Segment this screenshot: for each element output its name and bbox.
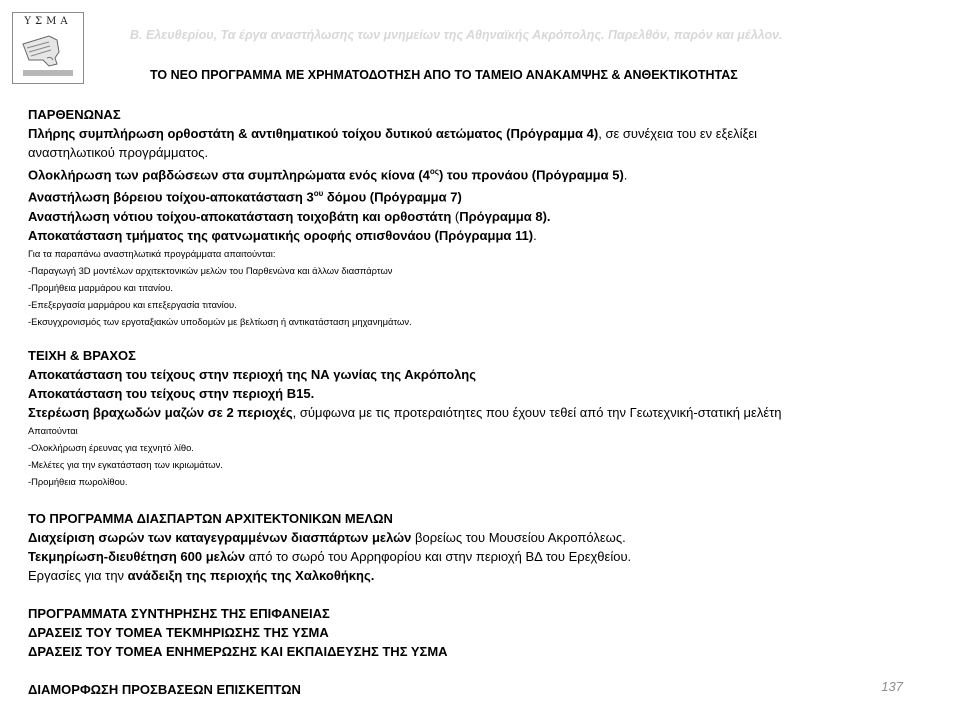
parthenon-line-2-b: ) του προνάου (Πρόγραμμα 5) bbox=[438, 167, 624, 183]
parthenon-line-2-a: Ολοκλήρωση των ραβδώσεων στα συμπληρώματα ενός κίονα (4 bbox=[28, 167, 430, 183]
logo-text: ΥΣΜΑ bbox=[24, 16, 72, 27]
parthenon-requirement: -Παραγωγή 3D μοντέλων αρχιτεκτονικών μελών του Παρθενώνα και άλλων διασπάρτων bbox=[28, 264, 393, 276]
other-heading-education: ΔΡΑΣΕΙΣ ΤΟΥ ΤΟΜΕΑ ΕΝΗΜΕΡΩΣΗΣ ΚΑΙ ΕΚΠΑΙΔΕΥΣΗΣ ΤΗΣ ΥΣΜΑ bbox=[28, 643, 448, 659]
sculpture-head-icon bbox=[19, 30, 79, 82]
ysma-logo bbox=[12, 12, 84, 84]
parthenon-requirement: -Προμήθεια μαρμάρου και τιτανίου. bbox=[28, 281, 173, 293]
content bbox=[28, 105, 938, 699]
parthenon-line-4-bold2: Πρόγραμμα 8). bbox=[459, 208, 551, 224]
scattered-line-2-rest: από το σωρό του Αρρηφορίου και στην περιοχή ΒΔ του Ερεχθείου. bbox=[245, 548, 632, 564]
parthenon-line-5-bold: Αποκατάσταση τμήματος της φατνωματικής οροφής οπισθονάου (Πρόγραμμα 11) bbox=[28, 227, 534, 243]
parthenon-requirements-intro: Για τα παραπάνω αναστηλωτικά προγράμματα απαιτούνται: bbox=[28, 247, 276, 259]
scattered-line-2 bbox=[28, 547, 938, 566]
parthenon-heading: ΠΑΡΘΕΝΩΝΑΣ bbox=[28, 107, 121, 122]
scattered-line-1-rest: βορείως του Μουσείου Ακροπόλεως. bbox=[411, 529, 626, 545]
parthenon-line-1-cont: αναστηλωτικού προγράμματος. bbox=[28, 145, 209, 160]
scattered-line-2-bold: Τεκμηρίωση-διευθέτηση 600 μελών bbox=[28, 548, 246, 564]
page-number: 137 bbox=[881, 679, 903, 694]
walls-line-2: Αποκατάσταση του τείχους στην περιοχή Β15. bbox=[28, 385, 315, 401]
walls-requirement: -Προμήθεια πωρολίθου. bbox=[28, 475, 128, 487]
walls-requirements-intro: Απαιτούνται bbox=[28, 424, 78, 436]
scattered-line-3 bbox=[28, 566, 938, 585]
main-title: ΤΟ ΝΕΟ ΠΡΟΓΡΑΜΜΑ ΜΕ ΧΡΗΜΑΤΟΔΟΤΗΣΗ ΑΠΟ ΤΟ ΤΑΜΕΙΟ ΑΝΑΚΑΜΨΗΣ & ΑΝΘΕΚΤΙΚΟΤΗΤΑΣ bbox=[150, 68, 738, 82]
parthenon-line-3-a: Αναστήλωση βόρειου τοίχου-αποκατάσταση 3 bbox=[28, 189, 314, 205]
visitors-heading: ΔΙΑΜΟΡΦΩΣΗ ΠΡΟΣΒΑΣΕΩΝ ΕΠΙΣΚΕΠΤΩΝ bbox=[28, 681, 301, 697]
walls-line-3 bbox=[28, 403, 938, 422]
parthenon-requirement: -Εκσυγχρονισμός των εργοταξιακών υποδομών με βελτίωση ή αντικατάσταση μηχανημάτων. bbox=[28, 315, 412, 327]
walls-line-1: Αποκατάσταση του τείχους στην περιοχή της ΝΑ γωνίας της Ακρόπολης bbox=[28, 366, 477, 382]
other-heading-documentation: ΔΡΑΣΕΙΣ ΤΟΥ ΤΟΜΕΑ ΤΕΚΜΗΡΙΩΣΗΣ ΤΗΣ ΥΣΜΑ bbox=[28, 624, 329, 640]
scattered-line-3-bold: ανάδειξη της περιοχής της Χαλκοθήκης. bbox=[127, 567, 375, 583]
walls-line-3-bold: Στερέωση βραχωδών μαζών σε 2 περιοχές bbox=[28, 404, 293, 420]
parthenon-line-3 bbox=[28, 184, 938, 206]
parthenon-line-4-paren: ( bbox=[451, 208, 460, 224]
walls-requirement: -Μελέτες για την εγκατάσταση των ικριωμάτων. bbox=[28, 458, 223, 470]
parthenon-line-5 bbox=[28, 226, 938, 245]
parthenon-line-2-sup: ος bbox=[429, 167, 439, 176]
parthenon-line-3-b: δόμου (Πρόγραμμα 7) bbox=[323, 189, 462, 205]
parthenon-requirement: -Επεξεργασία μαρμάρου και επεξεργασία τιτανίου. bbox=[28, 298, 237, 310]
parthenon-line-1 bbox=[28, 124, 938, 143]
parthenon-line-2-end: . bbox=[623, 167, 628, 183]
parthenon-line-1-bold: Πλήρης συμπλήρωση ορθοστάτη & αντιθηματικού τοίχου δυτικού αετώματος (Πρόγραμμα 4) bbox=[28, 126, 599, 141]
parthenon-line-1-rest: , σε συνέχεια του εν εξελίξει bbox=[598, 126, 758, 141]
parthenon-line-4 bbox=[28, 207, 938, 226]
scattered-line-3-rest: Εργασίες για την bbox=[28, 567, 128, 583]
other-heading-conservation: ΠΡΟΓΡΑΜΜΑΤΑ ΣΥΝΤΗΡΗΣΗΣ ΤΗΣ ΕΠΙΦΑΝΕΙΑΣ bbox=[28, 605, 330, 621]
parthenon-line-5-end: . bbox=[533, 227, 537, 243]
walls-line-3-rest: , σύμφωνα με τις προτεραιότητες που έχουν τεθεί από την Γεωτεχνική-στατική μελέτη bbox=[292, 404, 782, 420]
scattered-line-1-bold: Διαχείριση σωρών των καταγεγραμμένων διασπάρτων μελών bbox=[28, 529, 412, 545]
parthenon-line-3-sup: ου bbox=[313, 189, 324, 199]
walls-requirement: -Ολοκλήρωση έρευνας για τεχνητό λίθο. bbox=[28, 441, 194, 453]
scattered-line-1 bbox=[28, 528, 938, 547]
parthenon-line-4-bold: Αναστήλωση νότιου τοίχου-αποκατάσταση τοιχοβάτη και ορθοστάτη bbox=[28, 208, 452, 224]
scattered-heading: ΤΟ ΠΡΟΓΡΑΜΜΑ ΔΙΑΣΠΑΡΤΩΝ ΑΡΧΙΤΕΚΤΟΝΙΚΩΝ ΜΕΛΩΝ bbox=[28, 510, 393, 526]
parthenon-line-2 bbox=[28, 162, 938, 184]
header-title: Β. Ελευθερίου, Τα έργα αναστήλωσης των μνημείων της Αθηναϊκής Ακρόπολης. Παρελθόν, παρόν και μέλλον. bbox=[130, 28, 783, 42]
walls-heading: ΤΕΙΧΗ & ΒΡΑΧΟΣ bbox=[28, 347, 136, 363]
